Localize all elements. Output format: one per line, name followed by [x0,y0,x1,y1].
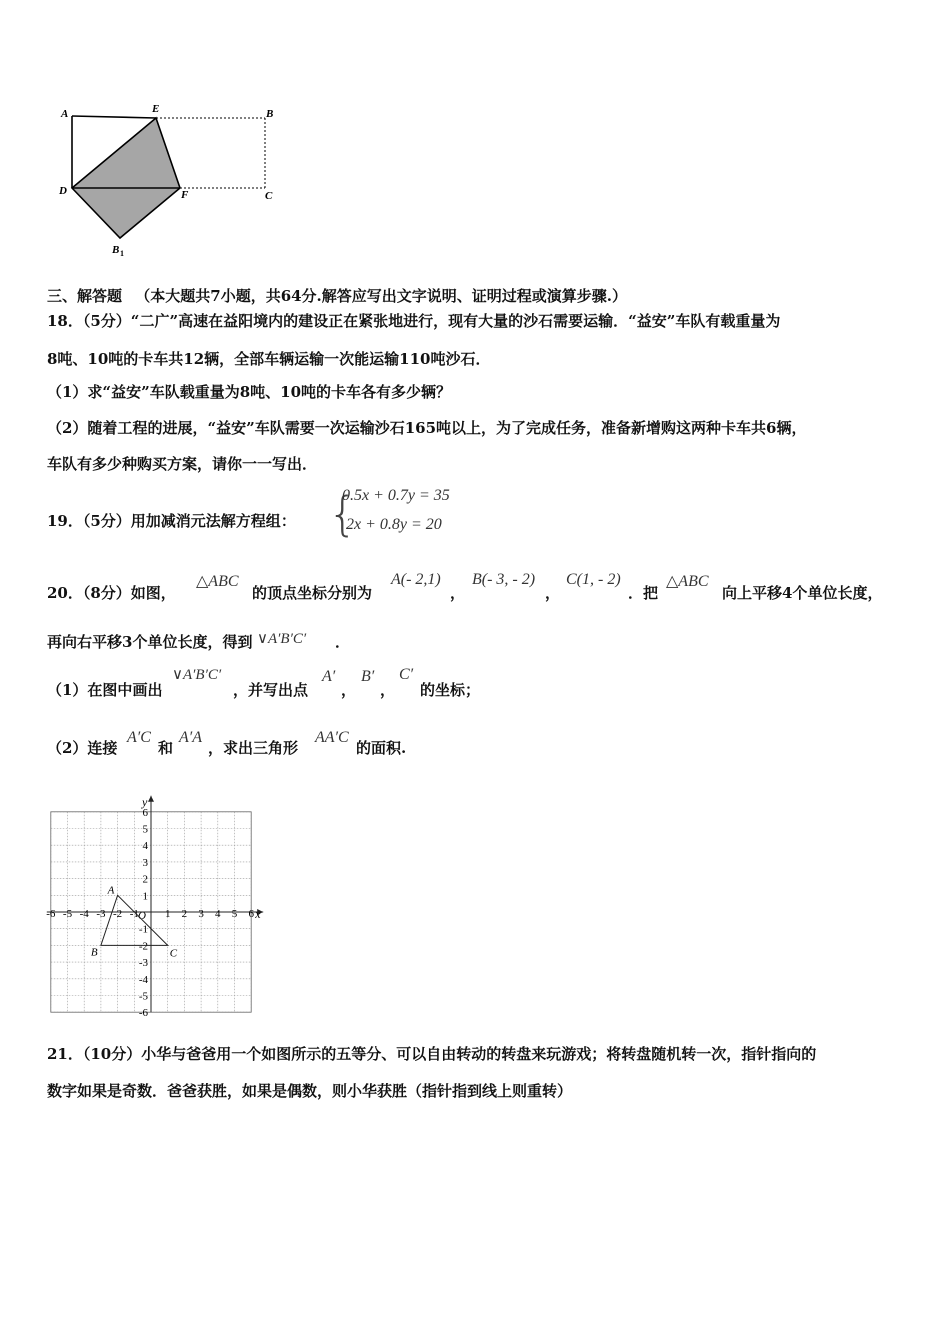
q20-Bp: B′ [361,668,375,685]
x-tick-label: -6 [46,908,56,920]
q20-comma2: ， [545,584,561,602]
y-tick-label: 3 [142,856,148,869]
label-E: E [152,103,160,115]
label-D: D [59,185,67,197]
label-A: A [61,108,69,120]
q20-period: ．把 [628,584,659,602]
point-C-label: C [169,947,178,960]
coordinate-grid [44,784,279,1019]
q20-tri2: △ABC [666,573,709,590]
q20-he: 和 [158,739,174,757]
y-tick-label: -4 [138,973,148,986]
label-B: B [266,108,274,120]
label-B1-sub: 1 [120,249,124,258]
q20-pointB: B(- 3, - 2) [472,571,536,588]
y-tick-label: -5 [138,990,148,1003]
label-C: C [265,190,273,202]
q20-mid1: 的顶点坐标分别为 [252,584,373,602]
x-tick-label: 5 [231,908,238,920]
q20-line2-end: ． [335,633,351,651]
q20-part2b: ，求出三角形 [208,739,299,757]
x-tick-label: 3 [198,908,204,920]
y-tick-label: 6 [142,806,148,819]
q20-seg1: A′C [127,729,151,746]
q21-line1: 21．（10分）小华与爸爸用一个如图所示的五等分、可以自由转动的转盘来玩游戏；将转盘随机转一次，指针指向的 [47,1045,817,1063]
x-tick-label: 1 [164,908,171,920]
y-tick-label: -6 [138,1007,148,1019]
q20-Cp: C′ [399,666,414,683]
q20-part2c: 的面积. [356,739,407,757]
y-tick-label: -3 [138,957,148,970]
q20-pointC: C(1, - 2) [566,571,621,588]
y-tick-label: 5 [142,823,148,836]
y-tick-label: -2 [138,940,148,953]
label-B1: B [112,244,120,256]
y-tick-label: 1 [142,890,148,903]
y-tick-label: -1 [138,923,148,936]
q20-tri3: AA′C [315,729,349,746]
x-tick-label: -4 [79,908,89,920]
q20-suffix: 向上平移4个单位长度， [722,584,883,602]
q20-part1-tri: ∨A′B′C′ [172,667,222,683]
q20-part1b: ，并写出点 [233,681,309,699]
x-tick-label: -2 [113,908,123,920]
x-tick-label: -5 [62,908,73,920]
q20-result: ∨A′B′C′ [257,631,307,647]
q19-eq2: 2x + 0.8y = 20 [346,516,442,533]
shaded-quadrilateral [72,118,180,238]
x-tick-label: 4 [215,908,221,920]
edge-AE [72,116,156,118]
q18-part2a: （2）随着工程的进展，“益安”车队需要一次运输沙石165吨以上，为了完成任务，准备新增购这两种卡车共6辆， [47,419,807,437]
y-tick-label: 4 [142,840,148,853]
x-tick-label: -1 [129,908,139,920]
section-header [47,286,627,306]
q20-prefix: 20．（8分）如图， [47,584,176,602]
q18-line2: 8吨、10吨的卡车共12辆，全部车辆运输一次能运输110吨沙石． [47,350,491,368]
brace: { [328,487,358,541]
x-axis-label: x [255,907,261,921]
y-axis-arrow [148,796,154,802]
x-tick-label: 6 [248,908,254,920]
x-tick-label: 2 [181,908,188,920]
q18-part1: （1）求“益安”车队载重量为8吨、10吨的卡车各有多少辆？ [47,383,452,401]
q20-part2a: （2）连接 [47,739,118,757]
y-axis-label: y [142,794,148,809]
q20-line2: 再向右平移3个单位长度，得到 [47,633,253,651]
q18-line1: 18．（5分）“二广”高速在益阳境内的建设正在紧张地进行，现有大量的沙石需要运输．“益安”车队有载重量为 [47,312,781,330]
q20-tri: △ABC [196,573,239,590]
q20-comma1: ， [450,584,466,602]
q20-comma4: ， [380,681,396,699]
q20-part1c: 的坐标； [420,681,481,699]
origin-label: O [138,910,146,922]
section-title: 三、解答题 [47,287,123,305]
fold-figure [50,98,290,263]
y-tick-label: 2 [142,873,148,886]
label-F: F [181,189,189,201]
section-note: （本大题共7小题，共64分.解答应写出文字说明、证明过程或演算步骤.） [135,287,628,305]
q21-line2: 数字如果是奇数．爸爸获胜，如果是偶数，则小华获胜（指针指到线上则重转） [47,1082,573,1100]
q20-comma3: ， [341,681,357,699]
q20-part1a: （1）在图中画出 [47,681,163,699]
q18-part2b: 车队有多少种购买方案，请你一一写出． [47,455,318,473]
point-B-label: B [90,946,98,959]
q20-pointA: A(- 2,1) [391,571,441,588]
q20-Ap: A′ [322,668,336,685]
q20-seg2: A′A [179,729,203,746]
x-tick-label: -3 [96,908,106,920]
point-A-label: A [107,884,115,897]
q19-text: 19．（5分）用加减消元法解方程组： [47,512,296,530]
q19-eq1: 0.5x + 0.7y = 35 [342,487,450,504]
